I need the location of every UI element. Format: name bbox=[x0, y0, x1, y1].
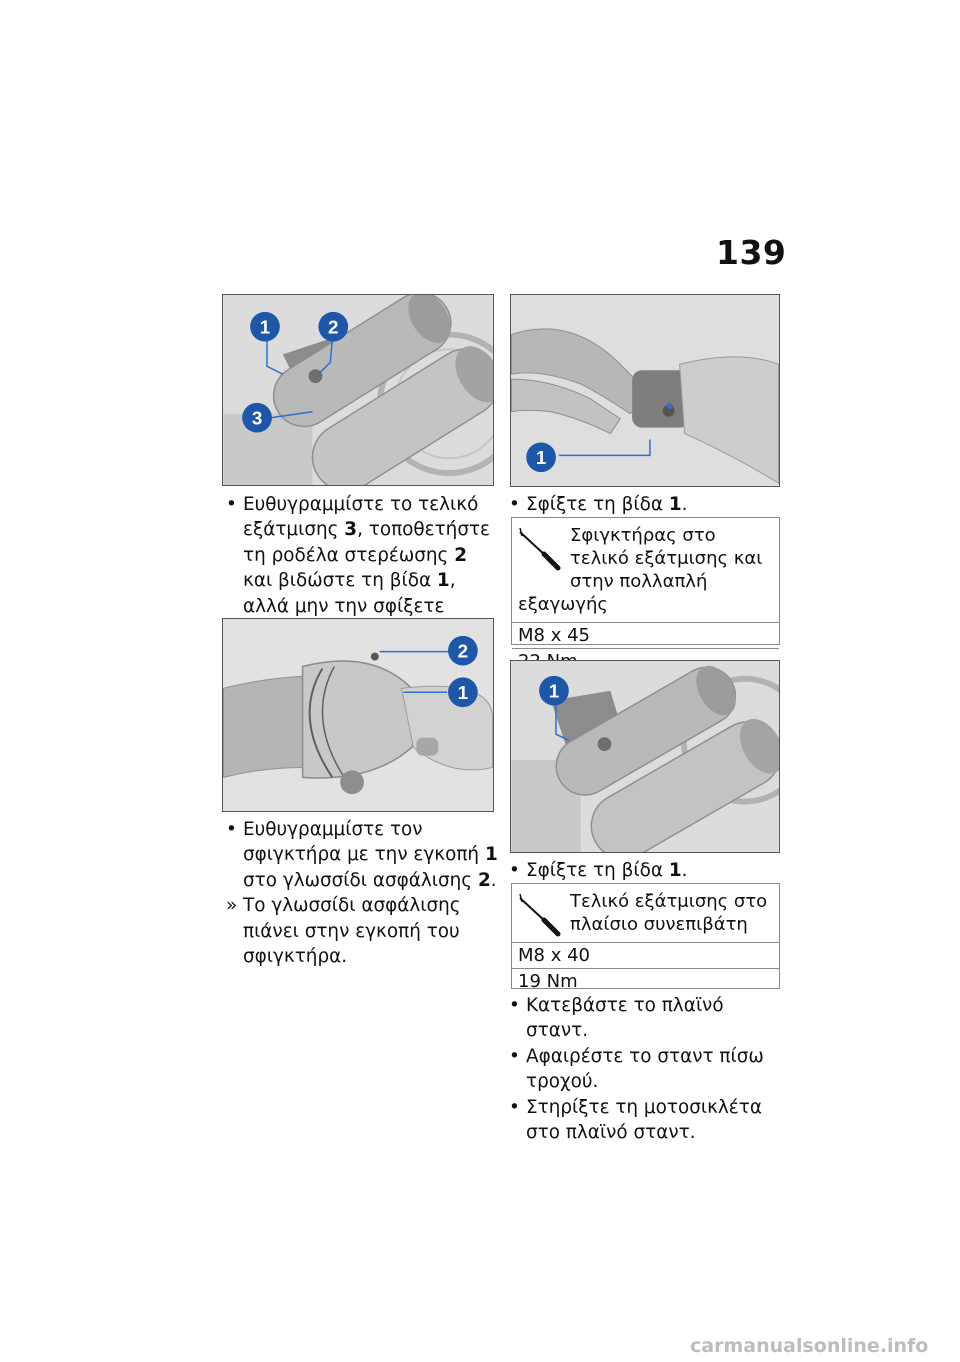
step-item: • Ευθυγραμμίστε τον σφιγκτήρα με την εγκοπή 1 στο γλωσσίδι ασφάλισης 2. bbox=[226, 819, 498, 891]
steps-align-clamp bbox=[226, 817, 498, 969]
spec-thread: M8 x 40 bbox=[512, 942, 779, 968]
step-item: • Ευθυγραμμίστε το τελικό εξάτμισης 3, τοποθετήστε τη ροδέλα στερέωσης 2 και βιδώστε τη βίδα 1, αλλά μην την σφίξετε bbox=[226, 494, 490, 617]
torque-spec-clamp: Σφιγκτήρας στο τελικό εξάτμισης και στην πολλαπλή εξαγωγής M8 x 45 bbox=[511, 517, 780, 645]
svg-text:1: 1 bbox=[535, 447, 547, 469]
spec-torque: 19 Nm bbox=[512, 968, 779, 994]
svg-text:1: 1 bbox=[259, 316, 271, 338]
figure-clamp-screw bbox=[510, 294, 780, 487]
callout-1 bbox=[448, 677, 478, 707]
spec-thread: M8 x 45 bbox=[512, 622, 779, 648]
callout-2 bbox=[318, 312, 348, 342]
torque-wrench-icon bbox=[516, 892, 564, 938]
callout-1 bbox=[539, 676, 569, 706]
svg-text:2: 2 bbox=[328, 316, 339, 338]
callout-1 bbox=[250, 312, 280, 342]
callout-2 bbox=[448, 636, 478, 666]
callout-3 bbox=[242, 403, 272, 433]
page-number: 139 bbox=[716, 233, 787, 272]
step-item: • Στηρίξτε τη μοτοσικλέτα στο πλαϊνό σταντ. bbox=[509, 1096, 762, 1144]
svg-text:3: 3 bbox=[251, 407, 263, 429]
step-item: • Αφαιρέστε το σταντ πίσω τροχού. bbox=[509, 1045, 764, 1093]
step-item: • Σφίξτε τη βίδα 1. bbox=[509, 860, 688, 881]
svg-text:2: 2 bbox=[457, 640, 469, 662]
step-item: • Κατεβάστε το πλαϊνό σταντ. bbox=[509, 995, 724, 1042]
watermark-url: carmanualsonline.info bbox=[690, 1335, 929, 1357]
step-item: • Σφίξτε τη βίδα 1. bbox=[509, 494, 688, 515]
step-tighten-screw-a bbox=[509, 492, 779, 517]
svg-text:1: 1 bbox=[457, 682, 469, 704]
svg-text:1: 1 bbox=[548, 680, 560, 702]
step-result: » Το γλωσσίδι ασφάλισης πιάνει στην εγκοπή του σφιγκτήρα. bbox=[226, 895, 461, 968]
callout-1 bbox=[526, 442, 556, 472]
figure-rear-frame-screw bbox=[510, 660, 780, 853]
figure-exhaust-mounting bbox=[222, 294, 494, 486]
torque-wrench-icon bbox=[516, 526, 564, 572]
steps-final bbox=[509, 993, 779, 1145]
figure-clamp-notch bbox=[222, 618, 494, 812]
torque-spec-rear-frame: Τελικό εξάτμισης στο πλαίσιο συνεπιβάτη M8 x 40 19 Nm bbox=[511, 883, 780, 989]
step-tighten-screw-b bbox=[509, 858, 779, 883]
